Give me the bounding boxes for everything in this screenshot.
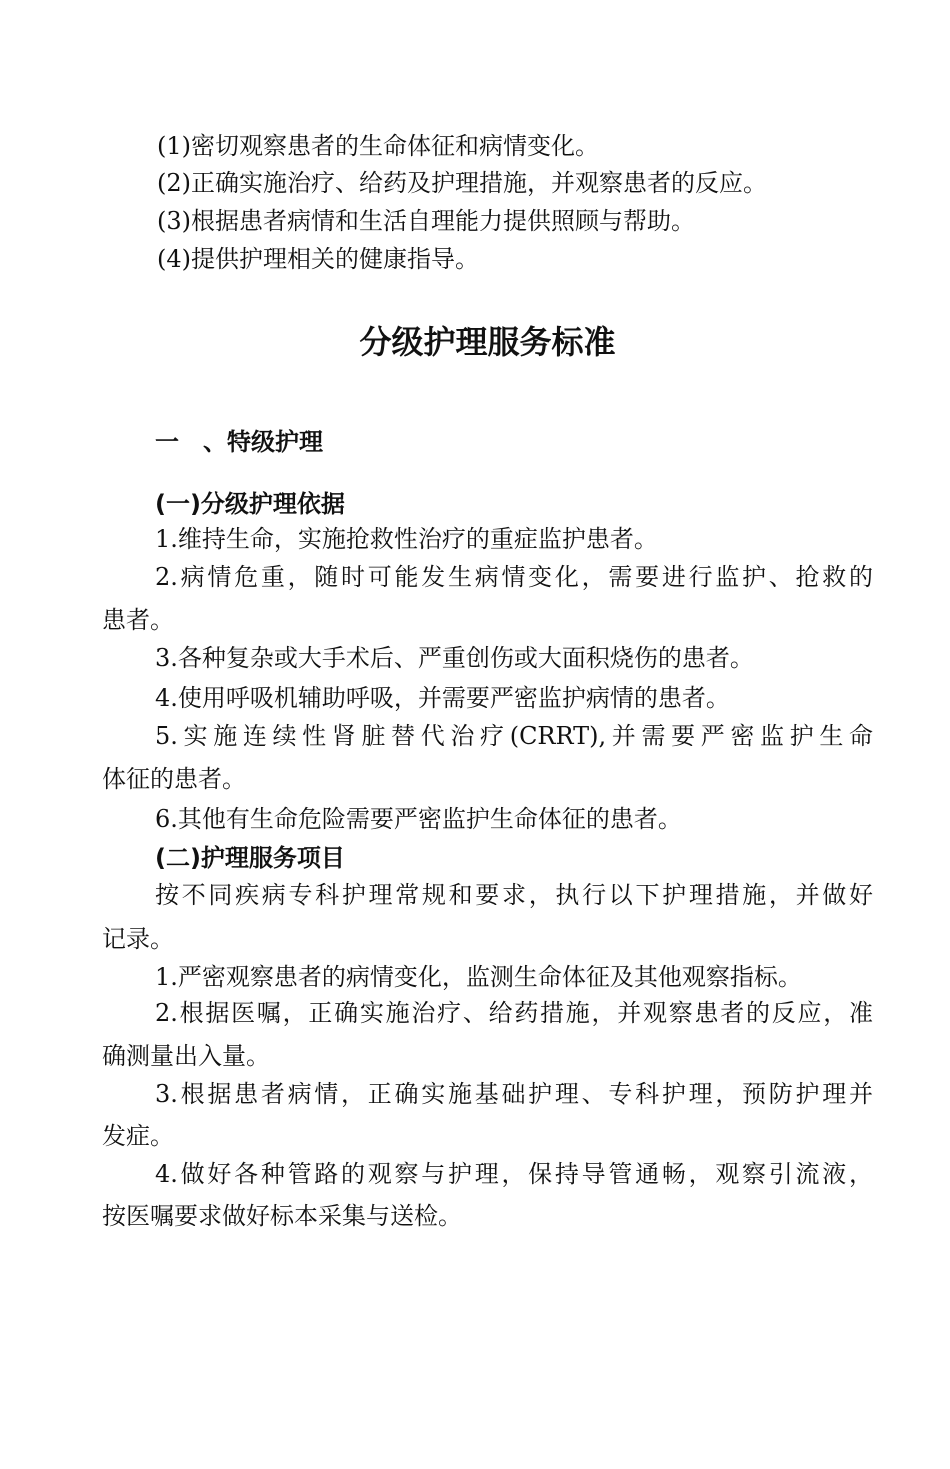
paragraph-line: 3.各种复杂或大手术后、严重创伤或大面积烧伤的患者。 <box>155 644 754 672</box>
paragraph-line: 1.严密观察患者的病情变化，监测生命体征及其他观察指标。 <box>155 963 802 991</box>
subsection-heading: (一)分级护理依据 <box>155 490 345 518</box>
paragraph-line: 确测量出入量。 <box>102 1042 270 1070</box>
intro-item: (2)正确实施治疗、给药及护理措施，并观察患者的反应。 <box>157 169 767 197</box>
intro-item: (3)根据患者病情和生活自理能力提供照顾与帮助。 <box>157 207 695 235</box>
document-title: 分级护理服务标准 <box>359 323 616 361</box>
subsection-heading: (二)护理服务项目 <box>155 844 345 872</box>
paragraph-line: 6.其他有生命危险需要严密监护生命体征的患者。 <box>155 805 682 833</box>
paragraph-line: 记录。 <box>102 925 174 953</box>
paragraph-line: 1.维持生命，实施抢救性治疗的重症监护患者。 <box>155 525 658 553</box>
paragraph-line: 按不同疾病专科护理常规和要求，执行以下护理措施，并做好 <box>155 881 873 909</box>
section-heading: 、特级护理 <box>203 428 323 456</box>
section-number: 一 <box>155 428 179 456</box>
intro-item: (4)提供护理相关的健康指导。 <box>157 245 479 273</box>
paragraph-line: 发症。 <box>102 1122 174 1150</box>
paragraph-line: 4.做好各种管路的观察与护理，保持导管通畅，观察引流液， <box>155 1160 873 1188</box>
paragraph-line: 2.根据医嘱，正确实施治疗、给药措施，并观察患者的反应，准 <box>155 999 873 1027</box>
paragraph-line: 3.根据患者病情，正确实施基础护理、专科护理，预防护理并 <box>155 1080 873 1108</box>
paragraph-line: 体征的患者。 <box>102 765 246 793</box>
intro-item: (1)密切观察患者的生命体征和病情变化。 <box>157 132 599 160</box>
paragraph-line: 2.病情危重，随时可能发生病情变化，需要进行监护、抢救的 <box>155 563 873 591</box>
paragraph-line: 4.使用呼吸机辅助呼吸，并需要严密监护病情的患者。 <box>155 684 730 712</box>
paragraph-line: 按医嘱要求做好标本采集与送检。 <box>102 1202 462 1230</box>
paragraph-line: 5.实施连续性肾脏替代治疗(CRRT),并需要严密监护生命 <box>155 722 873 750</box>
paragraph-line: 患者。 <box>102 606 174 634</box>
